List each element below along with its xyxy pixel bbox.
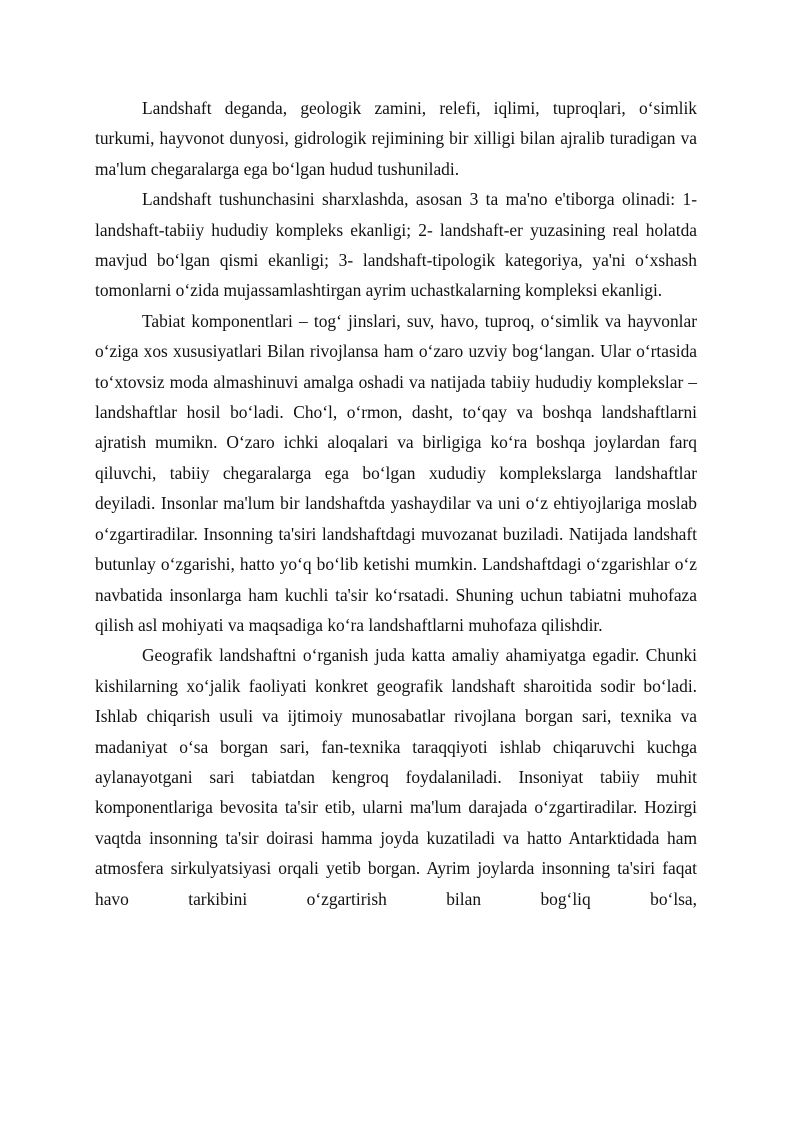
paragraph-landshaft-definition: Landshaft deganda, geologik zamini, relefi, iqlimi, tuproqlari, o‘simlik turkumi, hayvonot dunyosi, gidrologik rejimining bir xilligi bilan ajralib turadigan va ma'lum chegaralarga ega bo‘lgan hudud tushuniladi. xyxy=(95,98,697,179)
paragraph-landshaft-meanings: Landshaft tushunchasini sharxlashda, asosan 3 ta ma'no e'tiborga olinadi: 1- landshaft-tabiiy hududiy kompleks ekanligi; 2- landshaft-er yuzasining real holatda mavjud bo‘lgan qismi ekanligi; 3- landshaft-tipologik kategoriya, ya'ni o‘xshash tomonlarni o‘zida mujassamlashtirgan ayrim uchastkalarning kompleksi ekanligi. xyxy=(95,189,697,301)
paragraph-nature-components: Tabiat komponentlari – tog‘ jinslari, suv, havo, tuproq, o‘simlik va hayvonlar o‘ziga xos xususiyatlari Bilan rivojlansa ham o‘zaro uzviy bog‘langan. Ular o‘rtasida to‘xtovsiz moda almashinuvi amalga oshadi va natijada tabiiy hududiy komplekslar – landshaftlar hosil bo‘ladi. Cho‘l, o‘rmon, dasht, to‘qay va boshqa landshaftlarni ajratish mumikn. O‘zaro ichki aloqalari va birligiga ko‘ra boshqa joylardan farq qiluvchi, tabiiy chegaralarga ega bo‘lgan xududiy komplekslarga landshaftlar deyiladi. Insonlar ma'lum bir landshaftda yashaydilar va uni o‘z ehtiyojlariga moslab o‘zgartiradilar. Insonning ta'siri landshaftdagi muvozanat buziladi. Natijada landshaft butunlay o‘zgarishi, hatto yo‘q bo‘lib ketishi mumkin. Landshaftdagi o‘zgarishlar o‘z navbatida insonlarga ham kuchli ta'sir ko‘rsatadi. Shuning uchun tabiatni muhofaza qilish asl mohiyati va maqsadiga ko‘ra landshaftlarni muhofaza qilishdir. xyxy=(95,310,697,635)
paragraph-landscape-study: Geografik landshaftni o‘rganish juda katta amaliy ahamiyatga egadir. Chunki kishilarning xo‘jalik faoliyati konkret geografik landshaft sharoitida sodir bo‘ladi. Ishlab chiqarish usuli va ijtimoiy munosabatlar rivojlana borgan sari, texnika va madaniyat o‘sa borgan sari, fan-texnika taraqqiyoti ishlab chiqaruvchi kuchga aylanayotgani sari tabiatdan kengroq foydalaniladi. Insoniyat tabiiy muhit komponentlariga bevosita ta'sir etib, ularni ma'lum darajada o‘zgartiradilar. Hozirgi vaqtda insonning ta'sir doirasi hamma joyda kuzatiladi va hatto Antarktidada ham atmosfera sirkulyatsiyasi orqali yetib borgan. Ayrim joylarda insonning ta'siri faqat havo tarkibini o‘zgartirish bilan bog‘liq bo‘lsa, xyxy=(95,645,697,909)
